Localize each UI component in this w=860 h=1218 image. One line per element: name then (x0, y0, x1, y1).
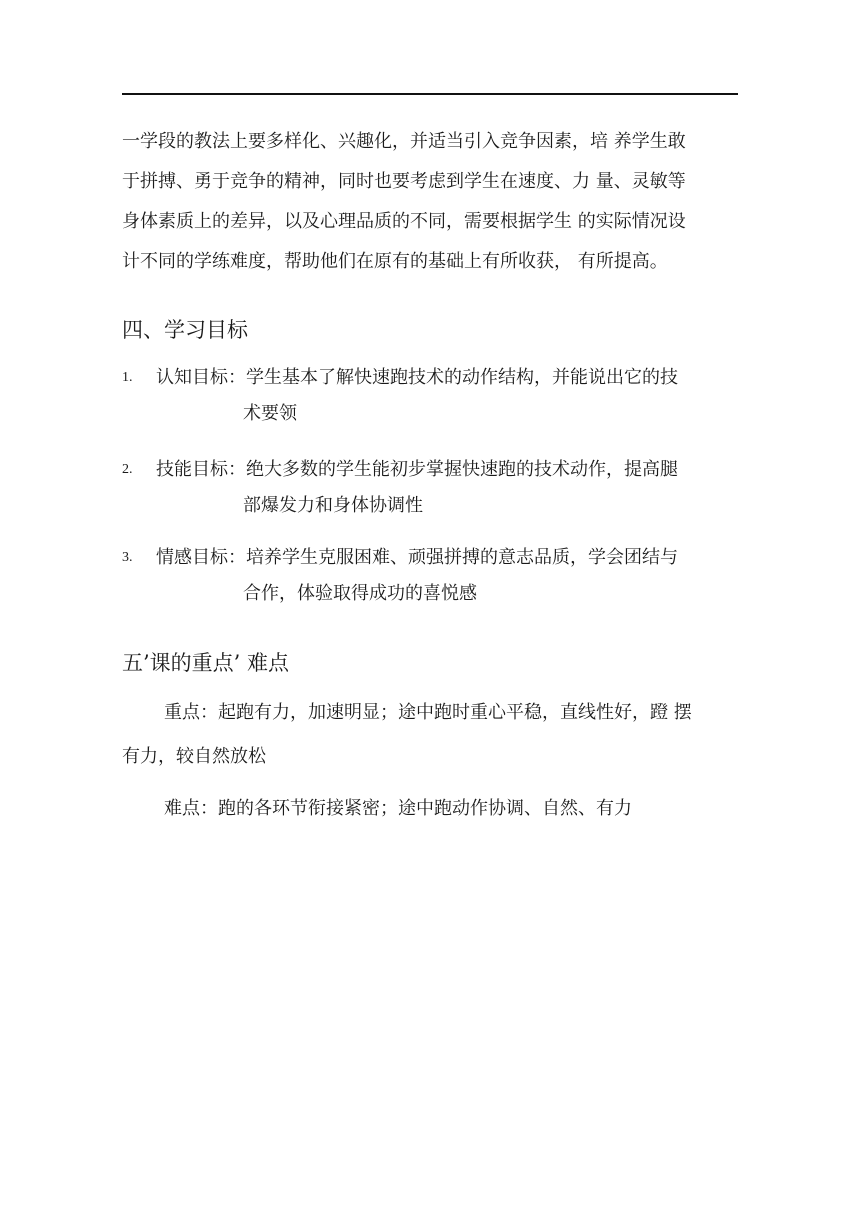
focus-line: 重点：起跑有力，加速明显；途中跑时重心平稳，直线性好，蹬 摆 (164, 702, 692, 723)
goal-text-line1: 认知目标：学生基本了解快速跑技术的动作结构，并能说出它的技 (156, 367, 678, 388)
goal-number: 1. (122, 370, 133, 385)
header-rule (122, 93, 738, 95)
goal-text-line1: 技能目标：绝大多数的学生能初步掌握快速跑的技术动作，提高腿 (156, 459, 678, 480)
intro-line: 一学段的教法上要多样化、兴趣化，并适当引入竞争因素，培 养学生敢 (122, 131, 686, 152)
section-heading-key-points: 五’课的重点’ 难点 (122, 651, 290, 675)
intro-line: 于拼搏、勇于竞争的精神，同时也要考虑到学生在速度、力 量、灵敏等 (122, 171, 686, 192)
goal-text-line2: 术要领 (243, 403, 297, 424)
focus-line: 有力，较自然放松 (122, 746, 266, 767)
difficulty-paragraph: 难点：跑的各环节衔接紧密；途中跑动作协调、自然、有力 (164, 798, 632, 819)
goal-text-line2: 部爆发力和身体协调性 (243, 495, 423, 516)
goal-number: 3. (122, 550, 133, 565)
goal-text-line1: 情感目标：培养学生克服困难、顽强拼搏的意志品质，学会团结与 (156, 547, 678, 568)
intro-paragraph (122, 122, 742, 282)
goal-number: 2. (122, 462, 133, 477)
goal-text-line2: 合作，体验取得成功的喜悦感 (243, 583, 477, 604)
section-heading-learning-goals: 四、学习目标 (122, 318, 248, 342)
intro-line: 计不同的学练难度，帮助他们在原有的基础上有所收获， 有所提高。 (122, 251, 668, 272)
intro-line: 身体素质上的差异，以及心理品质的不同，需要根据学生 的实际情况设 (122, 211, 686, 232)
